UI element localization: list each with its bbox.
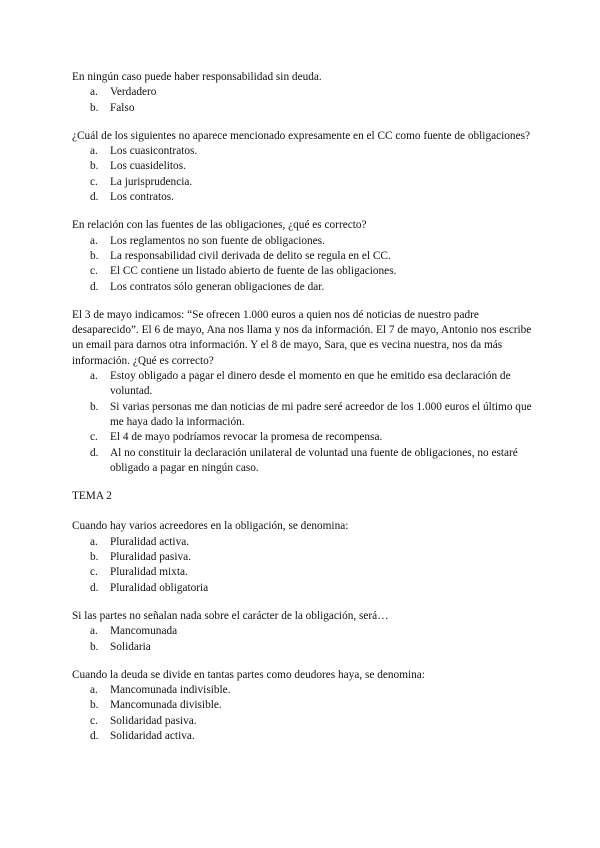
- option-item: [72, 565, 532, 580]
- section-heading: TEMA 2: [72, 490, 112, 503]
- option-text: El CC contiene un listado abierto de fuente de las obligaciones.: [110, 265, 397, 278]
- question-block: [72, 70, 532, 116]
- question-text: ¿Cuál de los siguientes no aparece mencionado expresamente en el CC como fuente de obligaciones?: [72, 129, 530, 142]
- option-item: [72, 175, 532, 190]
- option-item: [72, 535, 532, 550]
- option-letter: c.: [90, 714, 98, 727]
- question-text: En ningún caso puede haber responsabilidad sin deuda.: [72, 71, 322, 83]
- option-text: Los contratos.: [110, 191, 175, 204]
- question-block: [72, 129, 532, 205]
- option-letter: d.: [90, 729, 99, 742]
- option-letter: d.: [90, 446, 99, 459]
- option-letter: a.: [90, 625, 98, 638]
- option-item: [72, 400, 532, 431]
- option-item: [72, 550, 532, 565]
- option-letter: a.: [90, 370, 98, 383]
- option-item: [72, 640, 532, 655]
- option-item: [72, 683, 532, 698]
- option-item: [72, 101, 532, 116]
- option-letter: a.: [90, 86, 98, 99]
- option-text: Mancomunada indivisible.: [110, 684, 231, 697]
- option-list: [72, 144, 532, 205]
- option-list: [72, 683, 532, 744]
- question-text: Cuando hay varios acreedores en la obligación, se denomina:: [72, 520, 349, 533]
- option-list: [72, 85, 532, 116]
- option-list: [72, 234, 532, 295]
- option-item: [72, 446, 532, 477]
- option-item: [72, 369, 532, 400]
- option-letter: b.: [90, 400, 99, 413]
- option-letter: c.: [90, 431, 98, 444]
- option-item: [72, 430, 532, 445]
- question-block: [72, 519, 532, 595]
- question-text: En relación con las fuentes de las obligaciones, ¿qué es correcto?: [72, 219, 367, 232]
- option-text: Solidaria: [110, 640, 151, 653]
- option-text: Pluralidad activa.: [110, 535, 190, 548]
- option-text: Al no constituir la declaración unilateral de voluntad una fuente de obligaciones, no estaré obligado a pagar en ningún caso.: [110, 446, 518, 474]
- option-letter: d.: [90, 280, 99, 293]
- option-text: Mancomunada: [110, 625, 178, 638]
- option-letter: b.: [90, 160, 99, 173]
- option-letter: b.: [90, 551, 99, 564]
- option-item: [72, 234, 532, 249]
- option-letter: b.: [90, 640, 99, 653]
- question-text: Si las partes no señalan nada sobre el carácter de la obligación, será…: [72, 609, 389, 622]
- option-letter: a.: [90, 684, 98, 697]
- option-text: Si varias personas me dan noticias de mi padre seré acreedor de los 1.000 euros el último que me haya dado la información.: [110, 400, 532, 428]
- option-text: Los cuasicontratos.: [110, 145, 198, 158]
- option-item: [72, 624, 532, 639]
- option-letter: b.: [90, 101, 99, 114]
- option-text: Mancomunada divisible.: [110, 699, 222, 712]
- option-letter: b.: [90, 249, 99, 262]
- option-text: Pluralidad pasiva.: [110, 551, 191, 564]
- question-block: [72, 218, 532, 294]
- question-block: [72, 308, 532, 476]
- option-item: [72, 729, 532, 744]
- option-letter: c.: [90, 265, 98, 278]
- option-letter: d.: [90, 191, 99, 204]
- option-text: Falso: [110, 101, 135, 114]
- option-letter: a.: [90, 145, 98, 158]
- option-text: Los cuasidelitos.: [110, 160, 186, 173]
- option-item: [72, 280, 532, 295]
- option-item: [72, 698, 532, 713]
- option-item: [72, 714, 532, 729]
- option-letter: c.: [90, 566, 98, 579]
- option-list: [72, 535, 532, 596]
- option-letter: d.: [90, 581, 99, 594]
- option-letter: c.: [90, 175, 98, 188]
- option-text: Estoy obligado a pagar el dinero desde el momento en que he emitido esa declaración de voluntad.: [110, 370, 511, 398]
- option-letter: a.: [90, 535, 98, 548]
- option-text: Pluralidad obligatoria: [110, 581, 209, 594]
- option-list: [72, 624, 532, 655]
- option-text: La responsabilidad civil derivada de delito se regula en el CC.: [110, 249, 391, 262]
- option-text: Solidaridad pasiva.: [110, 714, 197, 727]
- option-text: Solidaridad activa.: [110, 729, 195, 742]
- question-text: El 3 de mayo indicamos: “Se ofrecen 1.000 euros a quien nos dé noticias de nuestro padre desaparecido”. El 6 de mayo, Ana nos llama y nos da información. El 7 de mayo, Antonio nos escribe un email para darnos otra información. Y el 8 de mayo, Sara, que es vecina nuestra, nos da más información. ¿Qué es correcto?: [72, 308, 532, 367]
- option-letter: b.: [90, 699, 99, 712]
- option-text: Pluralidad mixta.: [110, 566, 188, 579]
- option-text: Verdadero: [110, 86, 157, 99]
- option-item: [72, 159, 532, 174]
- option-letter: a.: [90, 234, 98, 247]
- document-page: [72, 70, 532, 757]
- question-block: [72, 668, 532, 744]
- option-text: Los reglamentos no son fuente de obligaciones.: [110, 234, 325, 247]
- question-text: Cuando la deuda se divide en tantas partes como deudores haya, se denomina:: [72, 668, 425, 681]
- option-item: [72, 249, 532, 264]
- option-item: [72, 264, 532, 279]
- question-block: [72, 609, 532, 655]
- option-list: [72, 369, 532, 476]
- option-item: [72, 144, 532, 159]
- option-item: [72, 190, 532, 205]
- option-item: [72, 581, 532, 596]
- option-item: [72, 85, 532, 100]
- option-text: El 4 de mayo podríamos revocar la promesa de recompensa.: [110, 431, 383, 444]
- option-text: Los contratos sólo generan obligaciones de dar.: [110, 280, 325, 293]
- option-text: La jurisprudencia.: [110, 175, 193, 188]
